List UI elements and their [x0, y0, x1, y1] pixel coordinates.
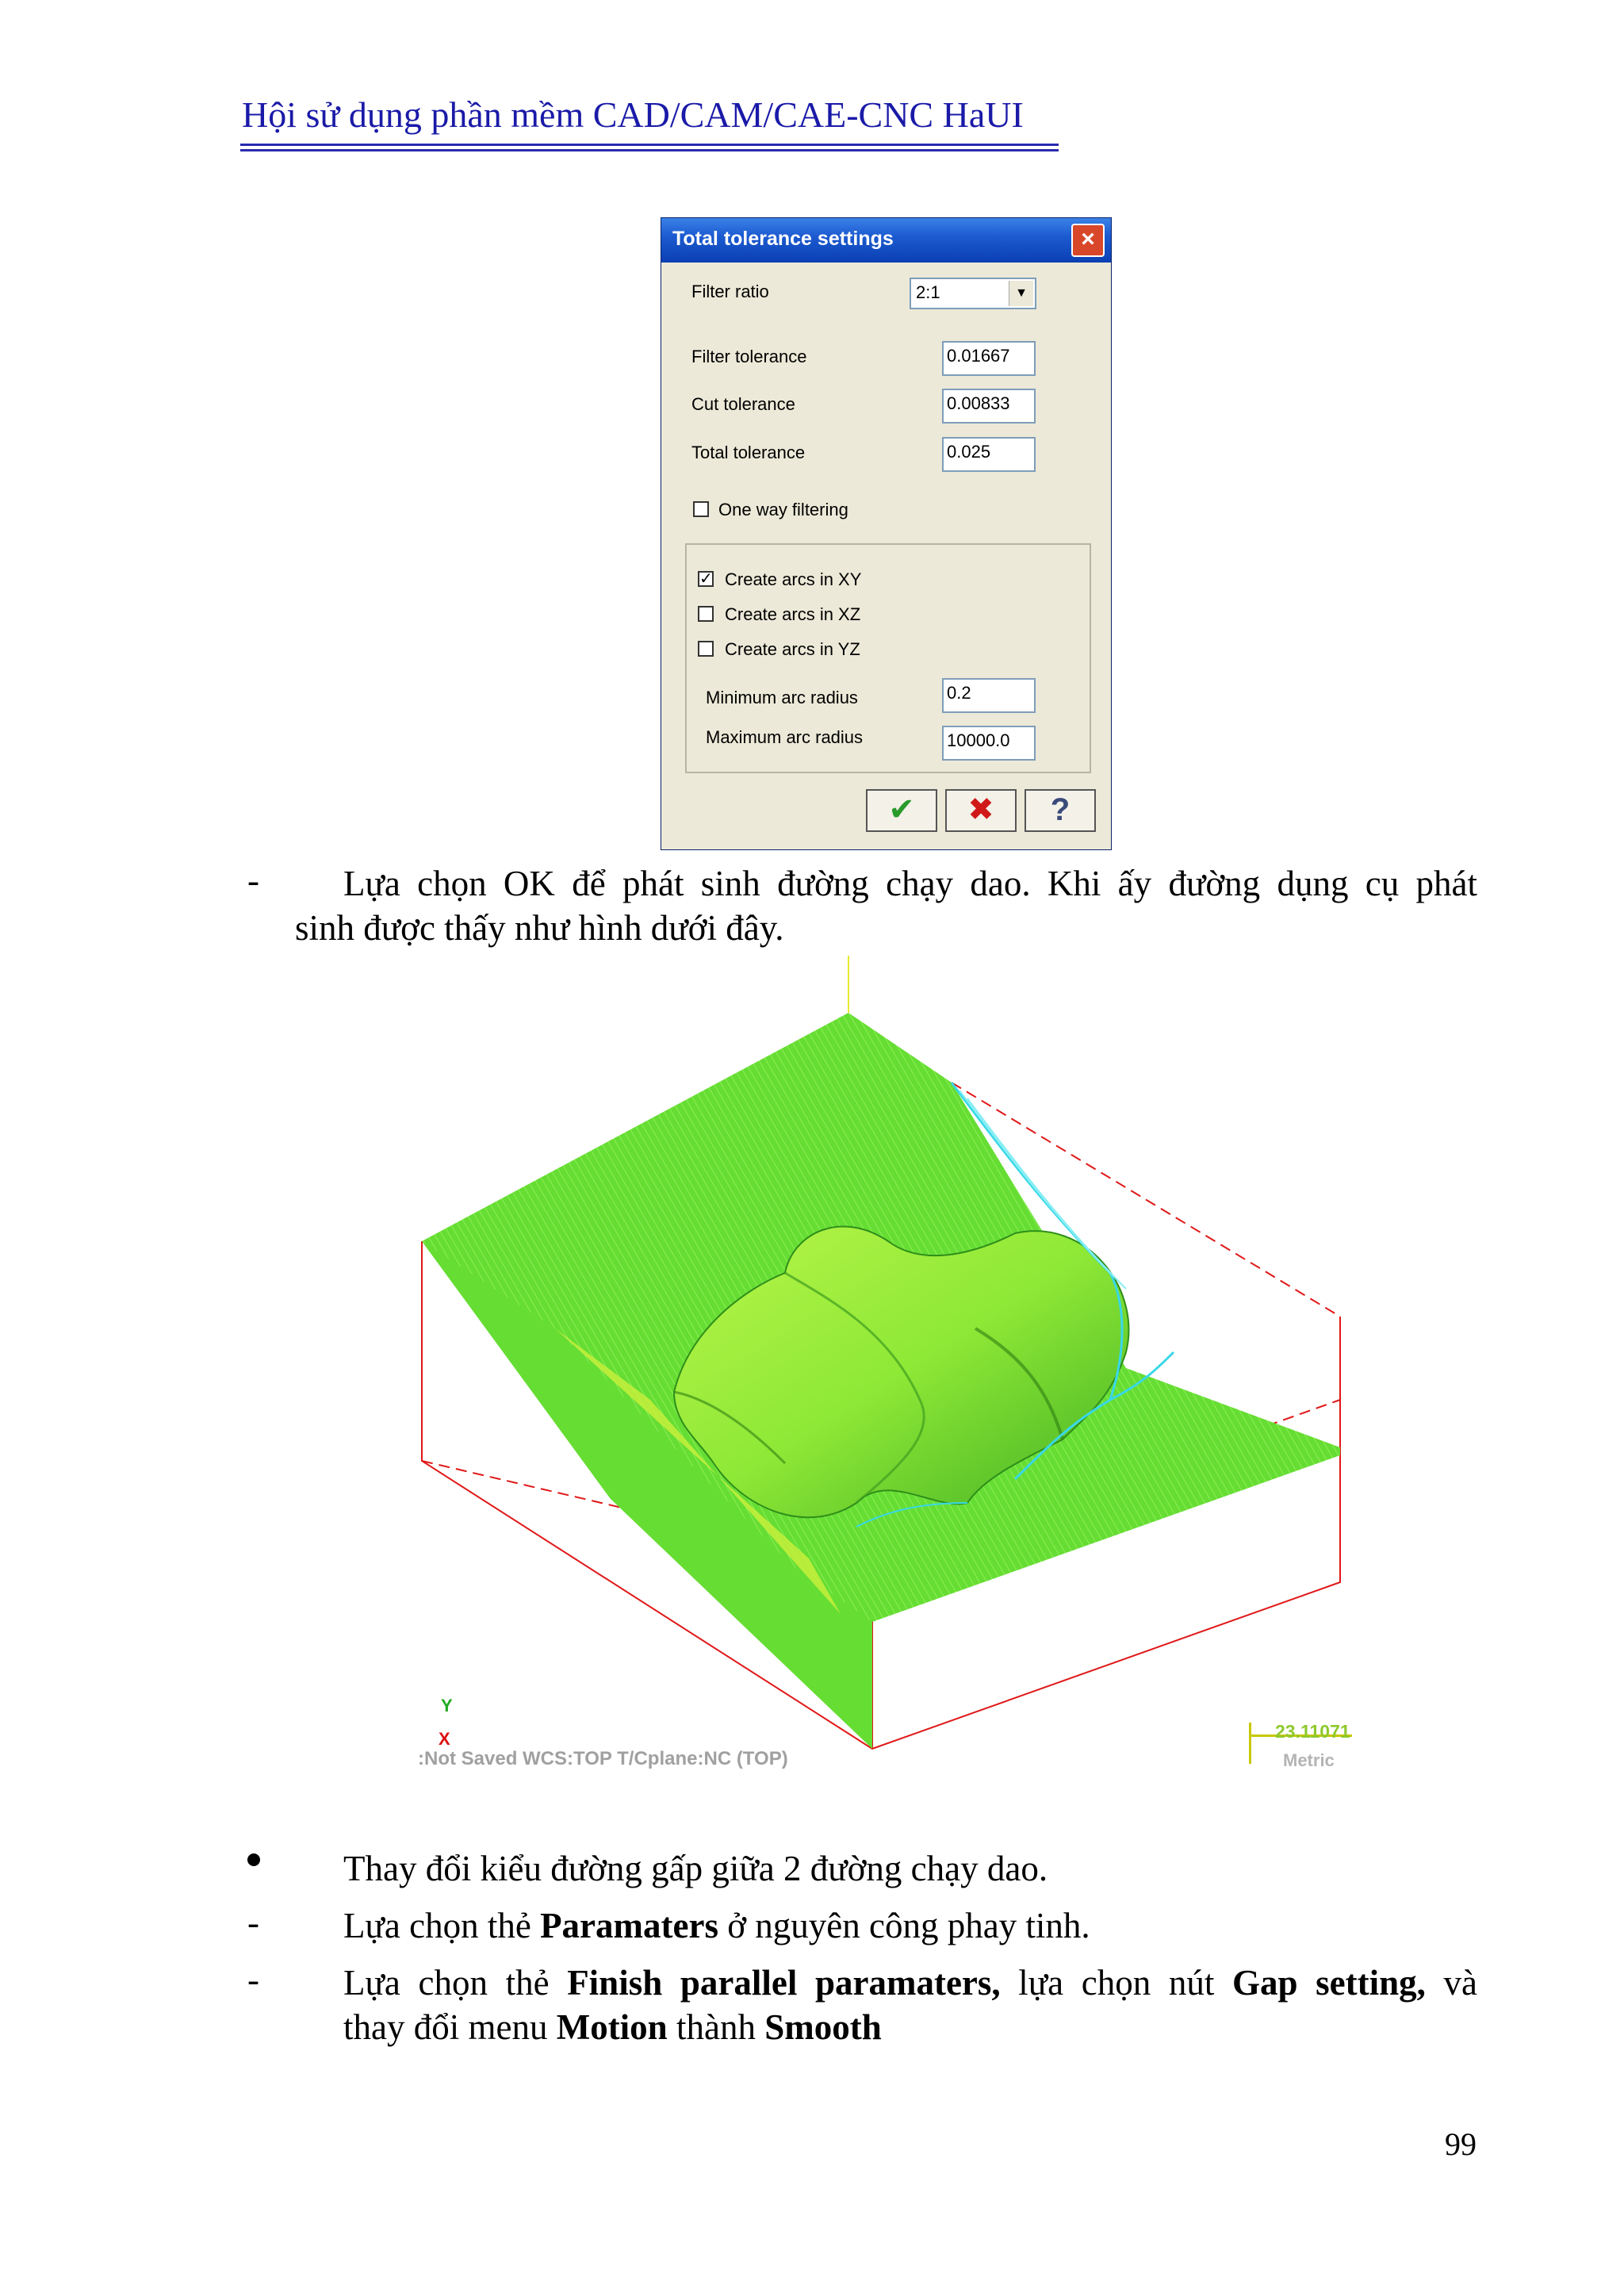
status-bar: :Not Saved WCS:TOP T/Cplane:NC (TOP): [418, 1748, 788, 1769]
bold-run: Finish parallel paramaters,: [567, 1963, 1001, 2003]
paragraph-line: Lựa chọn OK để phát sinh đường chạy dao. Khi ấy đường dụng cụ phát: [343, 864, 1477, 903]
dialog-title: Total tolerance settings: [672, 228, 894, 250]
text-run: Lựa chọn thẻ: [343, 1906, 541, 1945]
arcs-xy-checkbox[interactable]: ✓: [699, 570, 713, 588]
help-button[interactable]: ?: [1025, 789, 1096, 832]
max-arc-radius-label: Maximum arc radius: [706, 727, 864, 747]
bold-run: Smooth: [764, 2007, 882, 2047]
paragraph-line: [343, 1961, 1477, 2005]
scale-value: 23.11071: [1275, 1721, 1350, 1742]
arcs-yz-label: Create arcs in YZ: [725, 639, 860, 659]
filter-ratio-select[interactable]: [910, 278, 1036, 309]
axis-x-label: X: [439, 1729, 450, 1749]
scale-unit: Metric: [1283, 1750, 1335, 1770]
bold-run: Paramaters: [540, 1906, 718, 1945]
list-dash: -: [247, 1960, 259, 1999]
ok-button[interactable]: ✔: [866, 789, 937, 832]
header-rule: [240, 144, 1059, 146]
cancel-button[interactable]: ✖: [945, 789, 1017, 832]
toolpath-3d-view: [412, 956, 1364, 1773]
text-run: lựa chọn nút: [1000, 1963, 1232, 2003]
one-way-filtering-label: One way filtering: [718, 500, 848, 519]
filter-ratio-label: Filter ratio: [691, 282, 769, 301]
paragraph-line: [343, 2005, 882, 2049]
total-tolerance-label: Total tolerance: [691, 443, 806, 462]
bold-run: Gap setting,: [1232, 1963, 1426, 2003]
filter-tolerance-input[interactable]: 0.01667: [942, 341, 1036, 376]
page-number: 99: [1445, 2126, 1477, 2162]
text-run: ở nguyên công phay tinh.: [718, 1906, 1090, 1945]
arcs-xz-checkbox[interactable]: [698, 606, 714, 622]
min-arc-radius-label: Minimum arc radius: [706, 688, 858, 707]
text-run: và: [1425, 1963, 1477, 2003]
chevron-down-icon[interactable]: ▼: [1009, 281, 1033, 306]
close-button[interactable]: ×: [1071, 224, 1105, 257]
text-run: thay đổi menu: [343, 2007, 557, 2047]
header-rule-double: [240, 149, 1059, 151]
cut-tolerance-label: Cut tolerance: [691, 394, 795, 414]
arcs-yz-checkbox[interactable]: [698, 641, 714, 657]
paragraph-line: [343, 1903, 1090, 1948]
scale-tick: [1249, 1723, 1251, 1764]
filter-ratio-value: 2:1: [916, 282, 940, 302]
min-arc-radius-input[interactable]: 0.2: [942, 678, 1036, 713]
dialog-titlebar: [661, 218, 1111, 263]
total-tolerance-input[interactable]: 0.025: [942, 437, 1036, 472]
filter-tolerance-label: Filter tolerance: [691, 347, 807, 366]
max-arc-radius-input[interactable]: 10000.0: [942, 726, 1036, 761]
list-dash: -: [247, 861, 259, 900]
bold-run: Motion: [556, 2007, 668, 2047]
bullet-text: Thay đổi kiểu đường gấp giữa 2 đường chạy dao.: [343, 1849, 1048, 1888]
arcs-xy-label: Create arcs in XY: [725, 569, 862, 589]
text-run: thành: [667, 2007, 765, 2047]
list-dash: -: [247, 1903, 259, 1942]
page-header: Hội sử dụng phần mềm CAD/CAM/CAE-CNC HaUI: [242, 94, 1024, 135]
bullet-icon: [247, 1853, 260, 1866]
arcs-xz-label: Create arcs in XZ: [725, 604, 861, 624]
cut-tolerance-input[interactable]: 0.00833: [942, 389, 1036, 424]
paragraph-line: sinh được thấy như hình dưới đây.: [295, 908, 784, 948]
total-tolerance-dialog: [661, 217, 1112, 850]
one-way-filtering-checkbox[interactable]: [693, 501, 709, 517]
axis-y-label: Y: [441, 1696, 453, 1715]
text-run: Lựa chọn thẻ: [343, 1963, 568, 2003]
